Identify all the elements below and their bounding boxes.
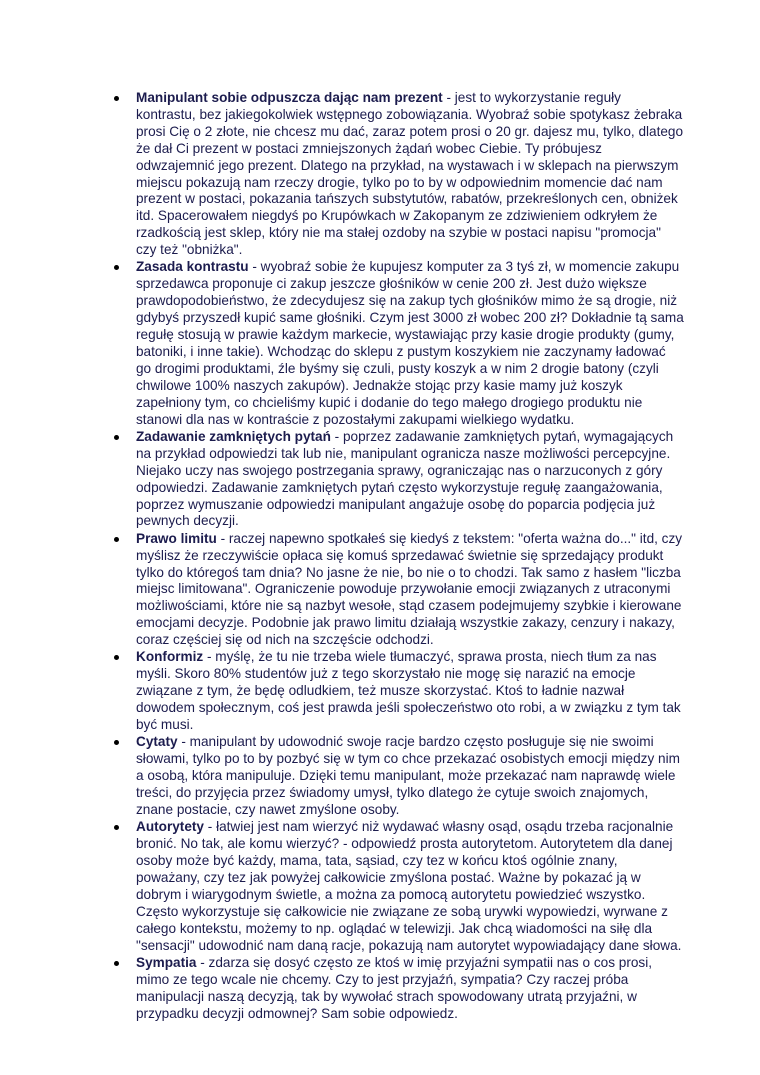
item-text: - manipulant by udowodnić swoje racje bardzo często posługuje się nie swoimi słowami, tylko po to by pozbyć się w tym co chce przekazać osobistych emocji między nim a osobą, która manipuluje. Dzięki temu manipulant, może przekazać nam naprawdę wiele treści, do przyjęcia przez świadomy umysł, tylko dlatego że cytuje swoich znajomych, znane postacie, czy nawet zmyślone osoby.: [136, 734, 680, 818]
list-item: [136, 819, 684, 954]
list-item: [136, 429, 684, 530]
list-item: [136, 649, 684, 734]
list-item: [136, 734, 684, 819]
list-item: [136, 955, 684, 1023]
item-term: Manipulant sobie odpuszcza dając nam prezent: [136, 90, 443, 105]
list-item: [136, 531, 684, 649]
manipulation-techniques-list: [136, 90, 684, 1023]
item-term: Prawo limitu: [136, 530, 217, 546]
item-text: - poprzez zadawanie zamkniętych pytań, wymagających na przykład odpowiedzi tak lub nie, manipulant ogranicza nasze możliwości percepcyjne. Niejako uczy nas swojego postrzegania sprawy, ograniczając nas o narzuconych z góry odpowiedzi. Zadawanie zamkniętych pytań często wykorzystuje regułę zaangażowania, poprzez wymuszanie odpowiedzi manipulant angażuje osobę do poparcia podjęcia już pewnych decyzji.: [136, 428, 674, 529]
item-text: - myślę, że tu nie trzeba wiele tłumaczyć, sprawa prosta, niech tłum za nas myśli. Skoro 80% studentów już z tego skorzystało nie mogę się narazić na emocje związane z tym, że będę odludkiem, też musze skorzystać. Ktoś to ładnie nazwał dowodem społecznym, coś jest prawda jeśli społeczeństwo oto robi, a w związku z tym tak być musi.: [136, 649, 681, 733]
item-term: Konformiz: [136, 649, 204, 665]
item-text: - łatwiej jest nam wierzyć niż wydawać własny osąd, osądu trzeba racjonalnie bronić. No tak, ale komu wierzyć? - odpowiedź prosta autorytetom. Autorytetem dla danej osoby może być każdy, mama, tata, sąsiad, czy tez w końcu ktoś ogólnie znany, poważany, czy tez jak powyżej całkowicie zmyślona postać. Ważne by pokazać ją w dobrym i wiarygodnym świetle, a można za pomocą autorytetu powiedzieć wszystko. Często wykorzystuje się całkowicie nie związane ze sobą urywki wypowiedzi, wyrwane z całego kontekstu, możemy to np. oglądać w telewizji. Jak chcą wiadomości na siłę dla "sensacji" udowodnić nam daną racje, pokazują nam autorytet wypowiadający dane słowa.: [136, 819, 682, 953]
item-text: - zdarza się dosyć często ze ktoś w imię przyjaźni sympatii nas o cos prosi, mimo ze tego wcale nie chcemy. Czy to jest przyjaźń, sympatia? Czy raczej próba manipulacji naszą decyzją, tak by wywołać strach spowodowany utratą przyjaźni, w przypadku decyzji odmownej? Sam sobie odpowiedz.: [136, 954, 653, 1021]
item-term: Zadawanie zamkniętych pytań: [136, 428, 331, 444]
item-term: Autorytety: [136, 819, 204, 835]
item-term: Cytaty: [136, 734, 178, 750]
item-term: Sympatia: [136, 954, 197, 970]
item-text: - jest to wykorzystanie reguły kontrastu, bez jakiegokolwiek wstępnego zobowiązania. Wyobraź sobie spotykasz żebraka prosi Cię o 2 złote, nie chcesz mu dać, zaraz potem prosi o 20 gr. dajesz mu, tylko, dlatego że dał Ci prezent w postaci zmniejszonych żądań wobec Ciebie. Ty próbujesz odwzajemnić jego prezent. Dlatego na przykład, na wystawach i w sklepach na pierwszym miejscu pokazują nam rzeczy drogie, tylko po to by w odpowiednim momencie dać nam prezent w postaci, pokazania tańszych substytutów, rabatów, przekreślonych cen, obniżek itd. Spacerowałem niegdyś po Krupówkach w Zakopanym ze zdziwieniem odkryłem że rzadkością jest sklep, który nie ma stałej ozdoby na szybie w postaci napisu "promocja" czy też "obniżka".: [136, 90, 684, 258]
item-text: - raczej napewno spotkałeś się kiedyś z tekstem: "oferta ważna do..." itd, czy myślisz że rzeczywiście opłaca się komuś sprzedawać świetnie się sprzedający produkt tylko do któregoś tam dnia? No jasne że nie, bo nie o to chodzi. Tak samo z hasłem "liczba miejsc limitowana". Ograniczenie powoduje przywołanie emocji związanych z utraconymi możliwościami, które nie są nazbyt wesołe, stąd czasem podejmujemy szybkie i kierowane emocjami decyzje. Podobnie jak prawo limitu działają wszystkie zakazy, cenzury i nakazy, coraz częściej się od nich na szczęście odchodzi.: [136, 530, 683, 648]
item-text: - wyobraź sobie że kupujesz komputer za 3 tyś zł, w momencie zakupu sprzedawca proponuje ci zakup jeszcze głośników w cenie 200 zł. Jest dużo większe prawdopodobieństwo, że zdecydujesz się na zakup tych głośników mimo że są drogie, niż gdybyś przyszedł kupić same głośniki. Czym jest 3000 zł wobec 200 zł? Dokładnie tą sama regułę stosują w prawie każdym markecie, wystawiając przy kasie drogie produkty (gumy, batoniki, i inne takie). Wchodząc do sklepu z pustym koszykiem nie zaczynamy ładować go drogimi produktami, źle byśmy się czuli, pusty koszyk a w nim 2 drogie batony (czyli chwilowe 100% naszych zakupów). Jednakże stojąc przy kasie mamy już koszyk zapełniony tym, co chcieliśmy kupić i dodanie do tego małego drogiego produktu nie stanowi dla nas w kontraście z pozostałymi zakupami wielkiego wydatku.: [136, 259, 684, 427]
item-term: Zasada kontrastu: [136, 259, 249, 275]
list-item: [136, 259, 684, 428]
list-item: [136, 90, 684, 259]
